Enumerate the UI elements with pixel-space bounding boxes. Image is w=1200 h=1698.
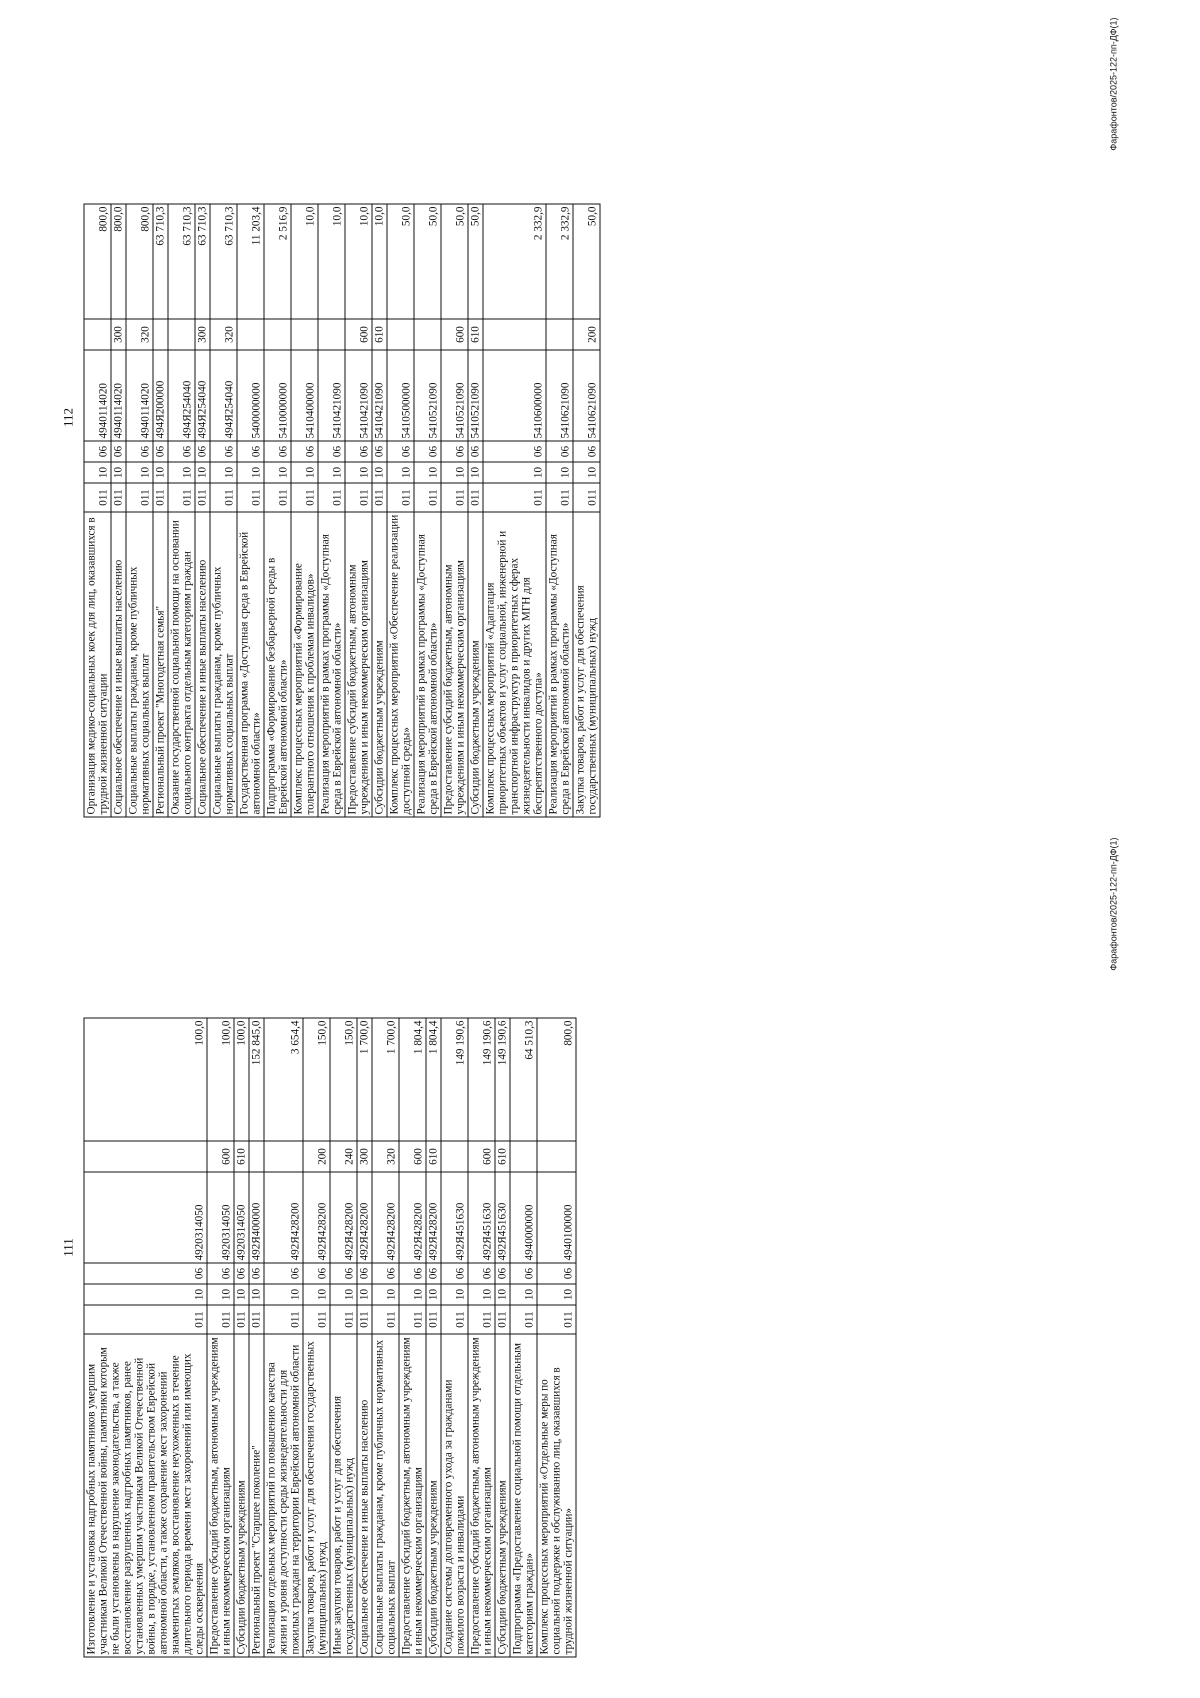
subsection-code: 06 [210,441,237,462]
table-row [483,204,546,817]
subsection-code: 06 [399,1263,426,1284]
row-name: Изготовление и установка надгробных памятников умершим участникам Великой Отечественной войны, памятники которым не были установлены в нарушение законодательства, а также восстановление разрушенных надгробных памятников, ранее установленных умершим участникам Великой Отечественной войны, в порядке, установленном правительством Еврейской автономной области, а также сохранение мест захоронений знаменитых земляков, восстановление неухоженных в течение длительного периода времени мест захоронений или имеющих следы осквернения [84,1334,207,1657]
row-amount: 2 332,9 [546,204,573,319]
left-page [1,838,1200,1658]
target-article-code: 5410521090 [468,350,483,441]
grbs-code: 011 [207,1305,234,1334]
table-row [546,204,573,817]
row-amount: 100,0 [84,1018,207,1141]
target-article-code: 4920314050 [207,1172,234,1263]
subsection-code: 06 [153,441,168,462]
grbs-code: 011 [387,483,414,512]
section-code: 10 [414,462,441,483]
row-name: Подпрограмма «Предоставление социальной помощи отдельным категориям граждан» [510,1334,537,1657]
target-article-code: 4940114020 [111,350,126,441]
table-row [153,204,168,817]
table-row [426,1018,441,1657]
target-article-code: 4940000000 [510,1172,537,1263]
target-article-code: 492Я428200 [399,1172,426,1263]
expense-type-code: 320 [210,319,237,350]
expense-type-code [537,1141,576,1172]
row-amount: 50,0 [441,204,468,319]
grbs-code: 011 [126,483,153,512]
table-row [387,204,414,817]
table-row [510,1018,537,1657]
section-code: 10 [441,1284,468,1305]
subsection-code: 06 [84,1263,207,1284]
row-name: Социальное обеспечение и иные выплаты населению [195,512,210,817]
row-name: Комплекс процессных мероприятий «Формирование толерантного отношения к проблемам инвалидов» [291,512,318,817]
section-code: 10 [468,462,483,483]
table-row [168,204,195,817]
target-article-code: 494Я254040 [210,350,237,441]
grbs-code: 011 [573,483,600,512]
target-article-code: 492Я428200 [264,1172,303,1263]
row-amount: 150,0 [303,1018,330,1141]
row-name: Оказание государственной социальной помощи на основании социального контракта отдельным категориям граждан [168,512,195,817]
section-code: 10 [357,1284,372,1305]
table-row [357,1018,372,1657]
target-article-code: 494Я254040 [168,350,195,441]
row-name: Социальное обеспечение и иные выплаты населению [111,512,126,817]
expense-type-code: 610 [372,319,387,350]
section-code: 10 [573,462,600,483]
grbs-code: 011 [84,483,111,512]
subsection-code: 06 [318,441,345,462]
expense-type-code [153,319,168,350]
row-amount: 10,0 [318,204,345,319]
row-amount: 800,0 [84,204,111,319]
subsection-code: 06 [441,441,468,462]
table-row [441,204,468,817]
row-amount: 50,0 [573,204,600,319]
row-name: Комплекс процессных мероприятий «Адаптация приоритетных объектов и услуг социальной, инженерной и транспортной инфраструктур в приоритетных сферах жизнедеятельности инвалидов и других МГН для беспрепятственного доступа» [483,512,546,817]
grbs-code: 011 [441,1305,468,1334]
target-article-code: 5410621090 [573,350,600,441]
subsection-code: 06 [387,441,414,462]
expense-type-code [441,1141,468,1172]
row-amount: 3 654,4 [264,1018,303,1141]
table-row [573,204,600,817]
section-code: 10 [264,1284,303,1305]
grbs-code: 011 [537,1305,576,1334]
row-amount: 2 332,9 [483,204,546,319]
table-row [468,204,483,817]
grbs-code: 011 [546,483,573,512]
target-article-code: 5410421090 [372,350,387,441]
section-code: 10 [303,1284,330,1305]
expense-type-code [84,319,111,350]
grbs-code: 011 [264,1305,303,1334]
row-amount: 1 700,0 [357,1018,372,1141]
row-name: Субсидии бюджетным учреждениям [372,512,387,817]
table-row [264,204,291,817]
subsection-code: 06 [573,441,600,462]
table-row [126,204,153,817]
expense-type-code: 600 [468,1141,495,1172]
table-row [210,204,237,817]
expense-type-code: 600 [441,319,468,350]
target-article-code: 492Я451630 [495,1172,510,1263]
section-code: 10 [111,462,126,483]
grbs-code: 011 [468,483,483,512]
section-code: 10 [372,462,387,483]
grbs-code: 011 [84,1305,207,1334]
table-row [330,1018,357,1657]
page-number: 111 [61,838,77,1658]
grbs-code: 011 [510,1305,537,1334]
table-row [303,1018,330,1657]
row-name: Создание системы долговременного ухода за гражданами пожилого возраста и инвалидами [441,1334,468,1657]
section-code: 10 [510,1284,537,1305]
row-amount: 10,0 [345,204,372,319]
row-name: Подпрограмма «Формирование безбарьерной среды в Еврейской автономной области» [264,512,291,817]
row-name: Реализация мероприятий в рамках программы «Доступная среда в Еврейской автономной области» [318,512,345,817]
grbs-code: 011 [210,483,237,512]
grbs-code: 011 [330,1305,357,1334]
grbs-code: 011 [357,1305,372,1334]
row-amount: 100,0 [234,1018,249,1141]
section-code: 10 [264,462,291,483]
row-name: Предоставление субсидий бюджетным, автономным учреждениям и иным некоммерческим организациям [399,1334,426,1657]
subsection-code: 06 [234,1263,249,1284]
row-name: Комплекс процессных мероприятий «Обеспечение реализации доступной среды» [387,512,414,817]
grbs-code: 011 [168,483,195,512]
subsection-code: 06 [537,1263,576,1284]
table-row [372,1018,399,1657]
expense-type-code: 200 [573,319,600,350]
table-row [318,204,345,817]
target-article-code: 492Я428200 [426,1172,441,1263]
expense-type-code [237,319,264,350]
budget-table [84,204,601,818]
subsection-code: 06 [291,441,318,462]
expense-type-code [168,319,195,350]
row-name: Предоставление субсидий бюджетным, автономным учреждениям и иным некоммерческим организациям [207,1334,234,1657]
row-amount: 1 804,4 [399,1018,426,1141]
row-name: Реализация отдельных мероприятий по повышению качества жизни и уровня доступности среды жизнедеятельности для пожилых граждан на территории Еврейской автономной области [264,1334,303,1657]
subsection-code: 06 [264,441,291,462]
target-article-code: 492Я400000 [249,1172,264,1263]
section-code: 10 [468,1284,495,1305]
row-amount: 50,0 [468,204,483,319]
target-article-code: 492Я451630 [468,1172,495,1263]
subsection-code: 06 [111,441,126,462]
grbs-code: 011 [249,1305,264,1334]
expense-type-code: 610 [468,319,483,350]
section-code: 10 [210,462,237,483]
grbs-code: 011 [372,483,387,512]
grbs-code: 011 [414,483,441,512]
section-code: 10 [345,462,372,483]
target-article-code: 5410000000 [264,350,291,441]
row-amount: 50,0 [387,204,414,319]
target-article-code: 5410521090 [441,350,468,441]
row-name: Закупка товаров, работ и услуг для обеспечения государственных (муниципальных) нужд [303,1334,330,1657]
row-name: Закупка товаров, работ и услуг для обеспечения государственных (муниципальных) нужд [573,512,600,817]
expense-type-code [510,1141,537,1172]
section-code: 10 [234,1284,249,1305]
grbs-code: 011 [153,483,168,512]
row-amount: 149 190,6 [495,1018,510,1141]
expense-type-code: 610 [495,1141,510,1172]
expense-type-code [84,1141,207,1172]
grbs-code: 011 [111,483,126,512]
row-amount: 64 510,3 [510,1018,537,1141]
budget-table [84,1018,577,1658]
row-name: Организация медико-социальных коек для лиц, оказавшихся в трудной жизненной ситуации [84,512,111,817]
footer-code: Фарафонтов/2025-122-пп-ДФ(1) [1109,838,1119,971]
row-amount: 11 203,4 [237,204,264,319]
expense-type-code: 610 [426,1141,441,1172]
target-article-code: 492Я428200 [372,1172,399,1263]
section-code: 10 [207,1284,234,1305]
section-code: 10 [546,462,573,483]
grbs-code: 011 [372,1305,399,1334]
expense-type-code [249,1141,264,1172]
table-row [111,204,126,817]
row-amount: 63 710,3 [153,204,168,319]
table-row [345,204,372,817]
section-code: 10 [441,462,468,483]
target-article-code: 5410421090 [345,350,372,441]
section-code: 10 [168,462,195,483]
row-name: Социальные выплаты гражданам, кроме публичных нормативных социальных выплат [372,1334,399,1657]
subsection-code: 06 [426,1263,441,1284]
table-row [291,204,318,817]
row-amount: 10,0 [291,204,318,319]
grbs-code: 011 [483,483,546,512]
section-code: 10 [237,462,264,483]
target-article-code: 5410400000 [291,350,318,441]
section-code: 10 [537,1284,576,1305]
section-code: 10 [483,462,546,483]
table-row [234,1018,249,1657]
row-name: Субсидии бюджетным учреждениям [426,1334,441,1657]
row-amount: 63 710,3 [195,204,210,319]
row-name: Социальное обеспечение и иные выплаты населению [357,1334,372,1657]
row-amount: 1 804,4 [426,1018,441,1141]
target-article-code: 4940114020 [84,350,111,441]
subsection-code: 06 [168,441,195,462]
table-row [441,1018,468,1657]
grbs-code: 011 [264,483,291,512]
grbs-code: 011 [495,1305,510,1334]
row-amount: 800,0 [126,204,153,319]
expense-type-code: 240 [330,1141,357,1172]
expense-type-code: 200 [303,1141,330,1172]
row-name: Социальные выплаты гражданам, кроме публичных нормативных социальных выплат [126,512,153,817]
expense-type-code [414,319,441,350]
section-code: 10 [195,462,210,483]
row-name: Региональный проект "Многодетная семья" [153,512,168,817]
right-page [1,18,1200,818]
row-amount: 2 516,9 [264,204,291,319]
subsection-code: 06 [483,441,546,462]
table-row [372,204,387,817]
row-name: Предоставление субсидий бюджетным, автономным учреждениям и иным некоммерческим организациям [468,1334,495,1657]
grbs-code: 011 [468,1305,495,1334]
expense-type-code [318,319,345,350]
subsection-code: 06 [468,1263,495,1284]
subsection-code: 06 [372,441,387,462]
target-article-code: 494Я200000 [153,350,168,441]
row-name: Региональный проект "Старшее поколение" [249,1334,264,1657]
row-amount: 10,0 [372,204,387,319]
section-code: 10 [399,1284,426,1305]
row-amount: 149 190,6 [468,1018,495,1141]
table-row [237,204,264,817]
subsection-code: 06 [495,1263,510,1284]
target-article-code: 492Я428200 [330,1172,357,1263]
table-row [399,1018,426,1657]
expense-type-code: 610 [234,1141,249,1172]
subsection-code: 06 [84,441,111,462]
target-article-code: 492Я428200 [357,1172,372,1263]
target-article-code: 494Я254040 [195,350,210,441]
subsection-code: 06 [249,1263,264,1284]
expense-type-code: 600 [345,319,372,350]
grbs-code: 011 [399,1305,426,1334]
table-row [195,204,210,817]
table-row [537,1018,576,1657]
target-article-code: 5410500000 [387,350,414,441]
subsection-code: 06 [303,1263,330,1284]
expense-type-code [483,319,546,350]
grbs-code: 011 [234,1305,249,1334]
row-amount: 63 710,3 [210,204,237,319]
row-amount: 100,0 [207,1018,234,1141]
row-amount: 50,0 [414,204,441,319]
table-row [264,1018,303,1657]
subsection-code: 06 [468,441,483,462]
expense-type-code [264,319,291,350]
table-row [84,1018,207,1657]
section-code: 10 [153,462,168,483]
row-name: Субсидии бюджетным учреждениям [495,1334,510,1657]
subsection-code: 06 [195,441,210,462]
target-article-code: 4920314050 [84,1172,207,1263]
row-name: Реализация мероприятий в рамках программы «Доступная среда в Еврейской автономной области» [414,512,441,817]
row-name: Субсидии бюджетным учреждениям [234,1334,249,1657]
target-article-code: 5410621090 [546,350,573,441]
subsection-code: 06 [126,441,153,462]
grbs-code: 011 [237,483,264,512]
section-code: 10 [84,462,111,483]
row-name: Иные закупки товаров, работ и услуг для обеспечения государственных (муниципальных) нужд [330,1334,357,1657]
row-amount: 800,0 [537,1018,576,1141]
row-name: Реализация мероприятий в рамках программы «Доступная среда в Еврейской автономной области» [546,512,573,817]
expense-type-code: 320 [126,319,153,350]
expense-type-code [291,319,318,350]
grbs-code: 011 [426,1305,441,1334]
section-code: 10 [126,462,153,483]
section-code: 10 [84,1284,207,1305]
expense-type-code [387,319,414,350]
subsection-code: 06 [345,441,372,462]
grbs-code: 011 [345,483,372,512]
section-code: 10 [291,462,318,483]
row-name: Субсидии бюджетным учреждениям [468,512,483,817]
section-code: 10 [495,1284,510,1305]
subsection-code: 06 [414,441,441,462]
target-article-code: 4920314050 [234,1172,249,1263]
row-name: Социальные выплаты гражданам, кроме публичных нормативных социальных выплат [210,512,237,817]
grbs-code: 011 [291,483,318,512]
target-article-code: 5400000000 [237,350,264,441]
subsection-code: 06 [264,1263,303,1284]
target-article-code: 4940100000 [537,1172,576,1263]
expense-type-code: 300 [111,319,126,350]
subsection-code: 06 [207,1263,234,1284]
subsection-code: 06 [357,1263,372,1284]
row-amount: 63 710,3 [168,204,195,319]
section-code: 10 [318,462,345,483]
rotated-spread [1,1,1200,1698]
footer-code: Фарафонтов/2025-122-пп-ДФ(1) [1109,18,1119,151]
row-name: Предоставление субсидий бюджетным, автономным учреждениям и иным некоммерческим организациям [441,512,468,817]
row-amount: 152 845,0 [249,1018,264,1141]
target-article-code: 4940114020 [126,350,153,441]
row-name: Предоставление субсидий бюджетным, автономным учреждениям и иным некоммерческим организациям [345,512,372,817]
grbs-code: 011 [318,483,345,512]
section-code: 10 [330,1284,357,1305]
table-row [84,204,111,817]
table-row [249,1018,264,1657]
table-row [468,1018,495,1657]
target-article-code: 492Я428200 [303,1172,330,1263]
row-amount: 149 190,6 [441,1018,468,1141]
expense-type-code: 600 [207,1141,234,1172]
subsection-code: 06 [546,441,573,462]
expense-type-code: 600 [399,1141,426,1172]
subsection-code: 06 [372,1263,399,1284]
table-row [495,1018,510,1657]
section-code: 10 [387,462,414,483]
grbs-code: 011 [441,483,468,512]
row-amount: 1 700,0 [372,1018,399,1141]
expense-type-code: 300 [357,1141,372,1172]
target-article-code: 5410600000 [483,350,546,441]
subsection-code: 06 [510,1263,537,1284]
target-article-code: 5410521090 [414,350,441,441]
target-article-code: 492Я451630 [441,1172,468,1263]
expense-type-code [546,319,573,350]
row-name: Государственная программа «Доступная среда в Еврейской автономной области» [237,512,264,817]
expense-type-code: 320 [372,1141,399,1172]
expense-type-code: 300 [195,319,210,350]
subsection-code: 06 [237,441,264,462]
subsection-code: 06 [330,1263,357,1284]
expense-type-code [264,1141,303,1172]
row-amount: 800,0 [111,204,126,319]
row-amount: 150,0 [330,1018,357,1141]
page-number: 112 [61,18,77,818]
table-row [414,204,441,817]
target-article-code: 5410421090 [318,350,345,441]
section-code: 10 [372,1284,399,1305]
grbs-code: 011 [195,483,210,512]
subsection-code: 06 [441,1263,468,1284]
grbs-code: 011 [303,1305,330,1334]
row-name: Комплекс процессных мероприятий «Отдельные меры по социальной поддержке и обслуживанию лиц, оказавшихся в трудной жизненной ситуации» [537,1334,576,1657]
section-code: 10 [249,1284,264,1305]
table-row [207,1018,234,1657]
section-code: 10 [426,1284,441,1305]
